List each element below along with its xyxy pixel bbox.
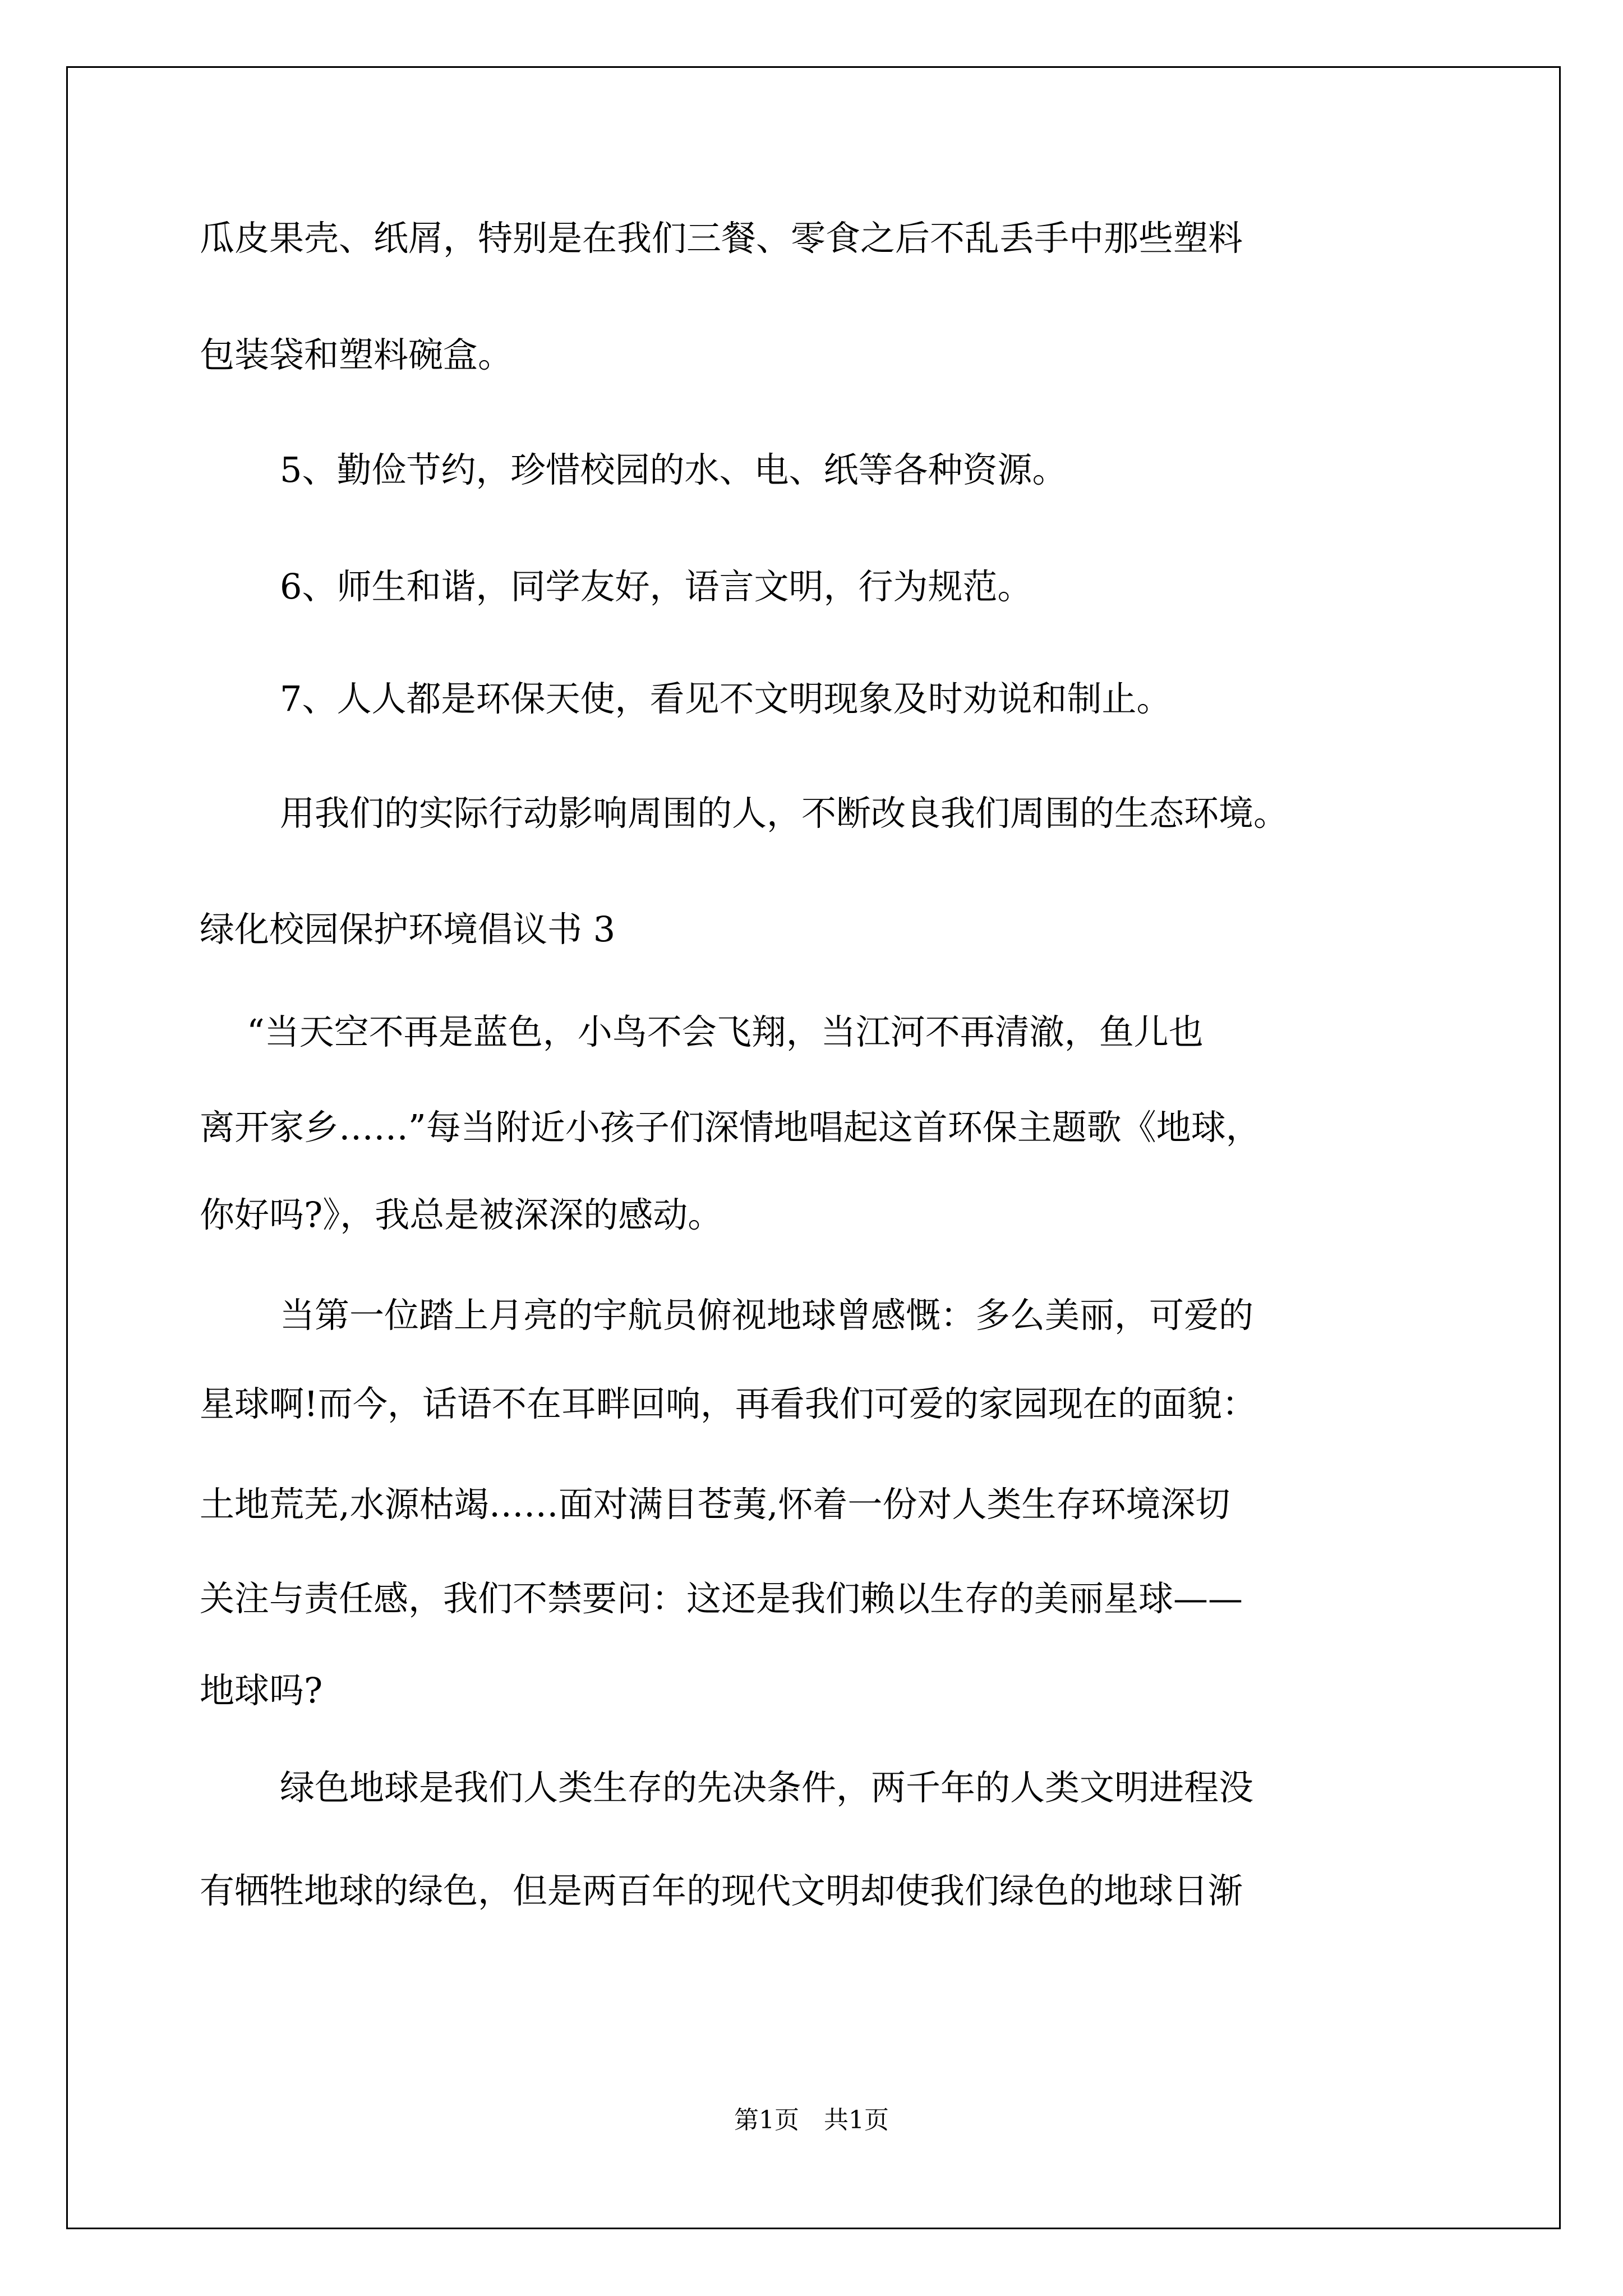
text-line: 当第一位踏上月亮的宇航员俯视地球曾感慨：多么美丽，可爱的 [280,1295,1254,1336]
section-heading: 绿化校园保护环境倡议书 3 [200,909,616,950]
text-line: “当天空不再是蓝色，小鸟不会飞翔，当江河不再清澈，鱼儿也 [247,1011,1204,1052]
text-line: 星球啊!而今，话语不在耳畔回响，再看我们可爱的家园现在的面貌： [200,1383,1257,1424]
text-line: 7、人人都是环保天使，看见不文明现象及时劝说和制止。 [280,678,1172,719]
text-line: 离开家乡……”每当附近小孩子们深情地唱起这首环保主题歌《地球， [200,1107,1261,1148]
text-line: 瓜皮果壳、纸屑，特别是在我们三餐、零食之后不乱丢手中那些塑料 [200,218,1243,259]
text-line: 关注与责任感，我们不禁要问：这还是我们赖以生存的美丽星球—— [200,1578,1243,1619]
text-line: 包装袋和塑料碗盒。 [200,334,513,375]
text-line: 你好吗?》，我总是被深深的感动。 [200,1194,723,1235]
page-number: 第1页 共1页 [734,2106,889,2134]
text-line: 绿色地球是我们人类生存的先决条件，两千年的人类文明进程没 [280,1767,1254,1808]
text-line: 地球吗? [200,1670,323,1711]
text-line: 土地荒芜,水源枯竭……面对满目苍荑,怀着一份对人类生存环境深切 [200,1484,1230,1525]
text-line: 有牺牲地球的绿色，但是两百年的现代文明却使我们绿色的地球日渐 [200,1870,1243,1911]
text-line: 6、师生和谐，同学友好，语言文明，行为规范。 [280,566,1032,607]
text-line: 5、勤俭节约，珍惜校园的水、电、纸等各种资源。 [280,449,1067,490]
text-line: 用我们的实际行动影响周围的人，不断改良我们周围的生态环境。 [280,793,1289,834]
